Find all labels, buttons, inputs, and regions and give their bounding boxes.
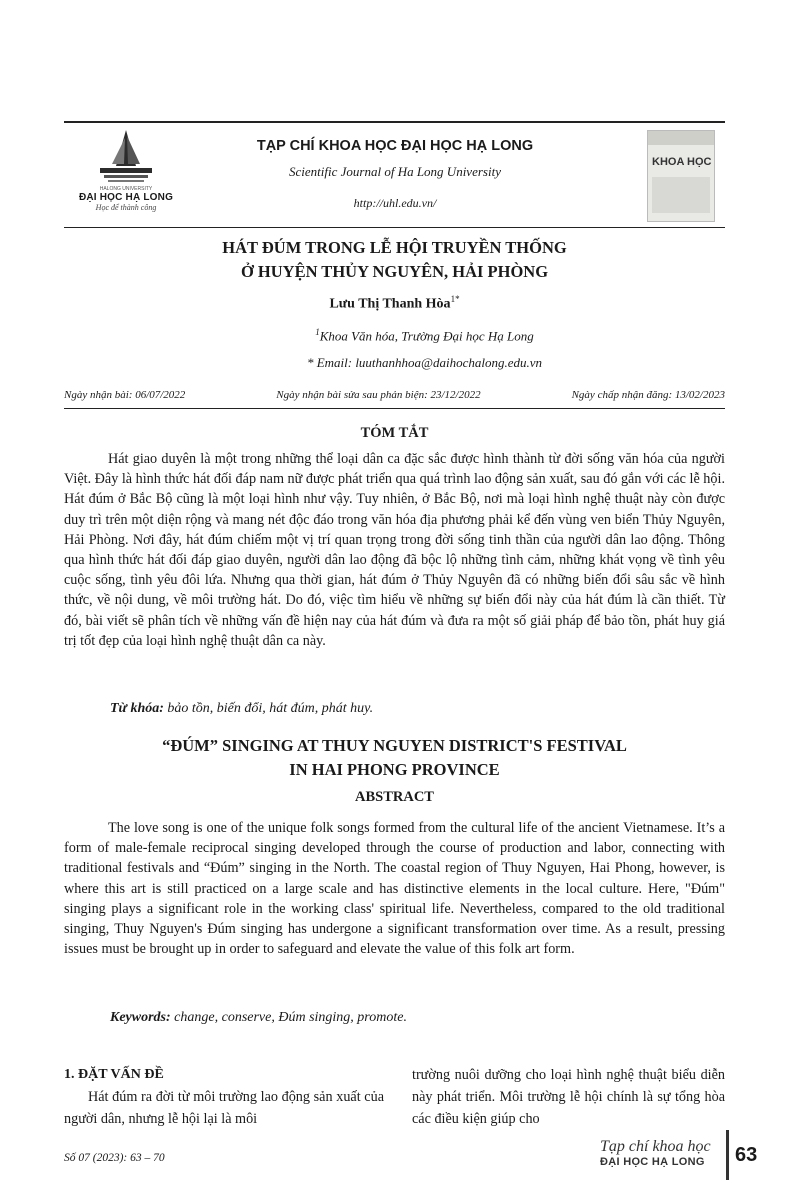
footer-brand <box>600 1138 730 1168</box>
date-received: Ngày nhận bài: 06/07/2022 <box>64 389 186 401</box>
section1-left-column <box>64 1064 384 1130</box>
logo-slogan: Học để thành công <box>95 203 157 212</box>
english-title-line2: IN HAI PHONG PROVINCE <box>289 760 500 779</box>
keywords-en <box>110 1010 725 1026</box>
abstract-vi-heading: TÓM TẮT <box>360 425 429 441</box>
affiliation-mark: 1 <box>315 327 320 337</box>
footer-brand-line2: ĐẠI HỌC HẠ LONG <box>600 1156 705 1168</box>
journal-url[interactable]: http://uhl.edu.vn/ <box>353 196 437 210</box>
date-accepted: Ngày chấp nhận đăng: 13/02/2023 <box>571 389 725 401</box>
keywords-vi-values: bảo tồn, biến đổi, hát đúm, phát huy. <box>167 701 374 716</box>
university-logo <box>76 128 176 223</box>
abstract-en-text: The love song is one of the unique folk songs formed from the cultural life of the ancient Vietnamese. It’s a form of male-female reciprocal singing developed through the course of production and labor, connecting with traditional festivals and “Đúm” singing in the North. The coastal region of Thuy Nguyen, Hai Phong, however, is where this art is still practiced on a large scale and has distinctive elements in the local culture. Here, "Đúm" singing plays a significant role in the working class' spiritual life. Nevertheless, compared to the old traditional singing, Thuy Nguyen's Đúm singing has undergone a significant transformation over time. As a result, pressing issues must be brought up in order to safeguard and elevate the value of this folk art form. <box>64 820 725 958</box>
header-top-rule <box>64 121 725 123</box>
affiliation-line <box>64 327 725 344</box>
article-title-line1: HÁT ĐÚM TRONG LỄ HỘI TRUYỀN THỐNG <box>222 238 567 257</box>
article-title <box>64 236 725 284</box>
author-email[interactable]: * Email: luuthanhhoa@daihochalong.edu.vn <box>306 355 543 370</box>
keywords-en-label: Keywords: <box>110 1010 171 1025</box>
footer-brand-line1: Tạp chí khoa học <box>600 1138 711 1155</box>
keywords-vi <box>110 701 725 717</box>
author-mark: 1* <box>450 294 460 304</box>
dates-rule <box>64 408 725 409</box>
affiliation: Khoa Văn hóa, Trường Đại học Hạ Long <box>319 328 534 344</box>
boat-logo-icon <box>94 128 158 186</box>
english-title <box>64 734 725 782</box>
issue-citation: Số 07 (2023): 63 – 70 <box>64 1152 165 1164</box>
keywords-vi-label: Từ khóa: <box>110 701 164 716</box>
journal-subtitle: Scientific Journal of Ha Long University <box>289 164 501 179</box>
english-title-line1: “ĐÚM” SINGING AT THUY NGUYEN DISTRICT'S FESTIVAL <box>162 736 627 755</box>
logo-university-name: ĐẠI HỌC HẠ LONG <box>78 192 174 203</box>
section1-right-column <box>412 1064 725 1130</box>
keywords-en-values: change, conserve, Đúm singing, promote. <box>174 1010 407 1025</box>
logo-ribbon: HALONG UNIVERSITY <box>99 186 153 192</box>
abstract-vi-body <box>64 449 725 651</box>
journal-cover-thumbnail <box>647 130 715 222</box>
footer-divider <box>726 1130 729 1180</box>
author-name: Lưu Thị Thanh Hòa <box>329 296 451 312</box>
article-title-line2: Ở HUYỆN THỦY NGUYÊN, HẢI PHÒNG <box>240 262 549 281</box>
dates-row <box>64 389 725 401</box>
section1-right-text: trường nuôi dưỡng cho loại hình nghệ thuật biểu diễn này phát triển. Môi trường lễ hội chính là sự tổng hòa các điều kiện giúp cho <box>412 1067 725 1127</box>
journal-title: TẠP CHÍ KHOA HỌC ĐẠI HỌC HẠ LONG <box>256 138 534 154</box>
cover-title: KHOA HỌC <box>652 156 712 168</box>
page-number: 63 <box>735 1144 758 1166</box>
author-line <box>64 294 725 313</box>
abstract-vi-text: Hát giao duyên là một trong những thể loại dân ca đặc sắc được hình thành từ đời sống văn hóa của người Việt. Đây là hình thức hát đối đáp nam nữ được phát triển qua quá trình lao động sản xuất, sau đó gắn với các lễ hội. Hát đúm ở Bắc Bộ cũng là một loại hình như vậy. Tuy nhiên, ở Bắc Bộ, nơi mà loại hình nghệ thuật này còn được duy trì trên một diện rộng và mang nét độc đáo trong văn hóa địa phương phải kể đến vùng ven biển Thủy Nguyên, Hải Phòng. Nơi đây, hát đúm chiếm một vị trí quan trọng trong đời sống tinh thần của người dân lao động. Thông qua hình thức hát đối đáp giao duyên, người dân lao động đã bộc lộ những tình cảm, những khát vọng về tình yêu cuộc sống, tình yêu đôi lứa. Nhưng qua thời gian, hát đúm ở Thủy Nguyên đã có những biến đổi sâu sắc về hình thức, về nội dung, về môi trường hát. Do đó, việc tìm hiểu về những sự biến đổi này của hát đúm là cần thiết. Từ đó, bài viết sẽ phân tích về những vấn đề hiện nay của hát đúm và đưa ra một số giải pháp để bảo tồn, phát huy giá trị tốt đẹp của loại hình nghệ thuật dân ca này. <box>64 451 725 649</box>
abstract-en-body <box>64 818 725 959</box>
abstract-en-heading: ABSTRACT <box>355 789 434 805</box>
section1-heading: 1. ĐẶT VẤN ĐỀ <box>64 1067 164 1082</box>
date-revised: Ngày nhận bài sửa sau phản biện: 23/12/2022 <box>276 389 481 401</box>
section1-left-text: Hát đúm ra đời từ môi trường lao động sản xuất của người dân, nhưng lễ hội lại là môi <box>64 1089 384 1127</box>
header-bottom-rule <box>64 227 725 228</box>
